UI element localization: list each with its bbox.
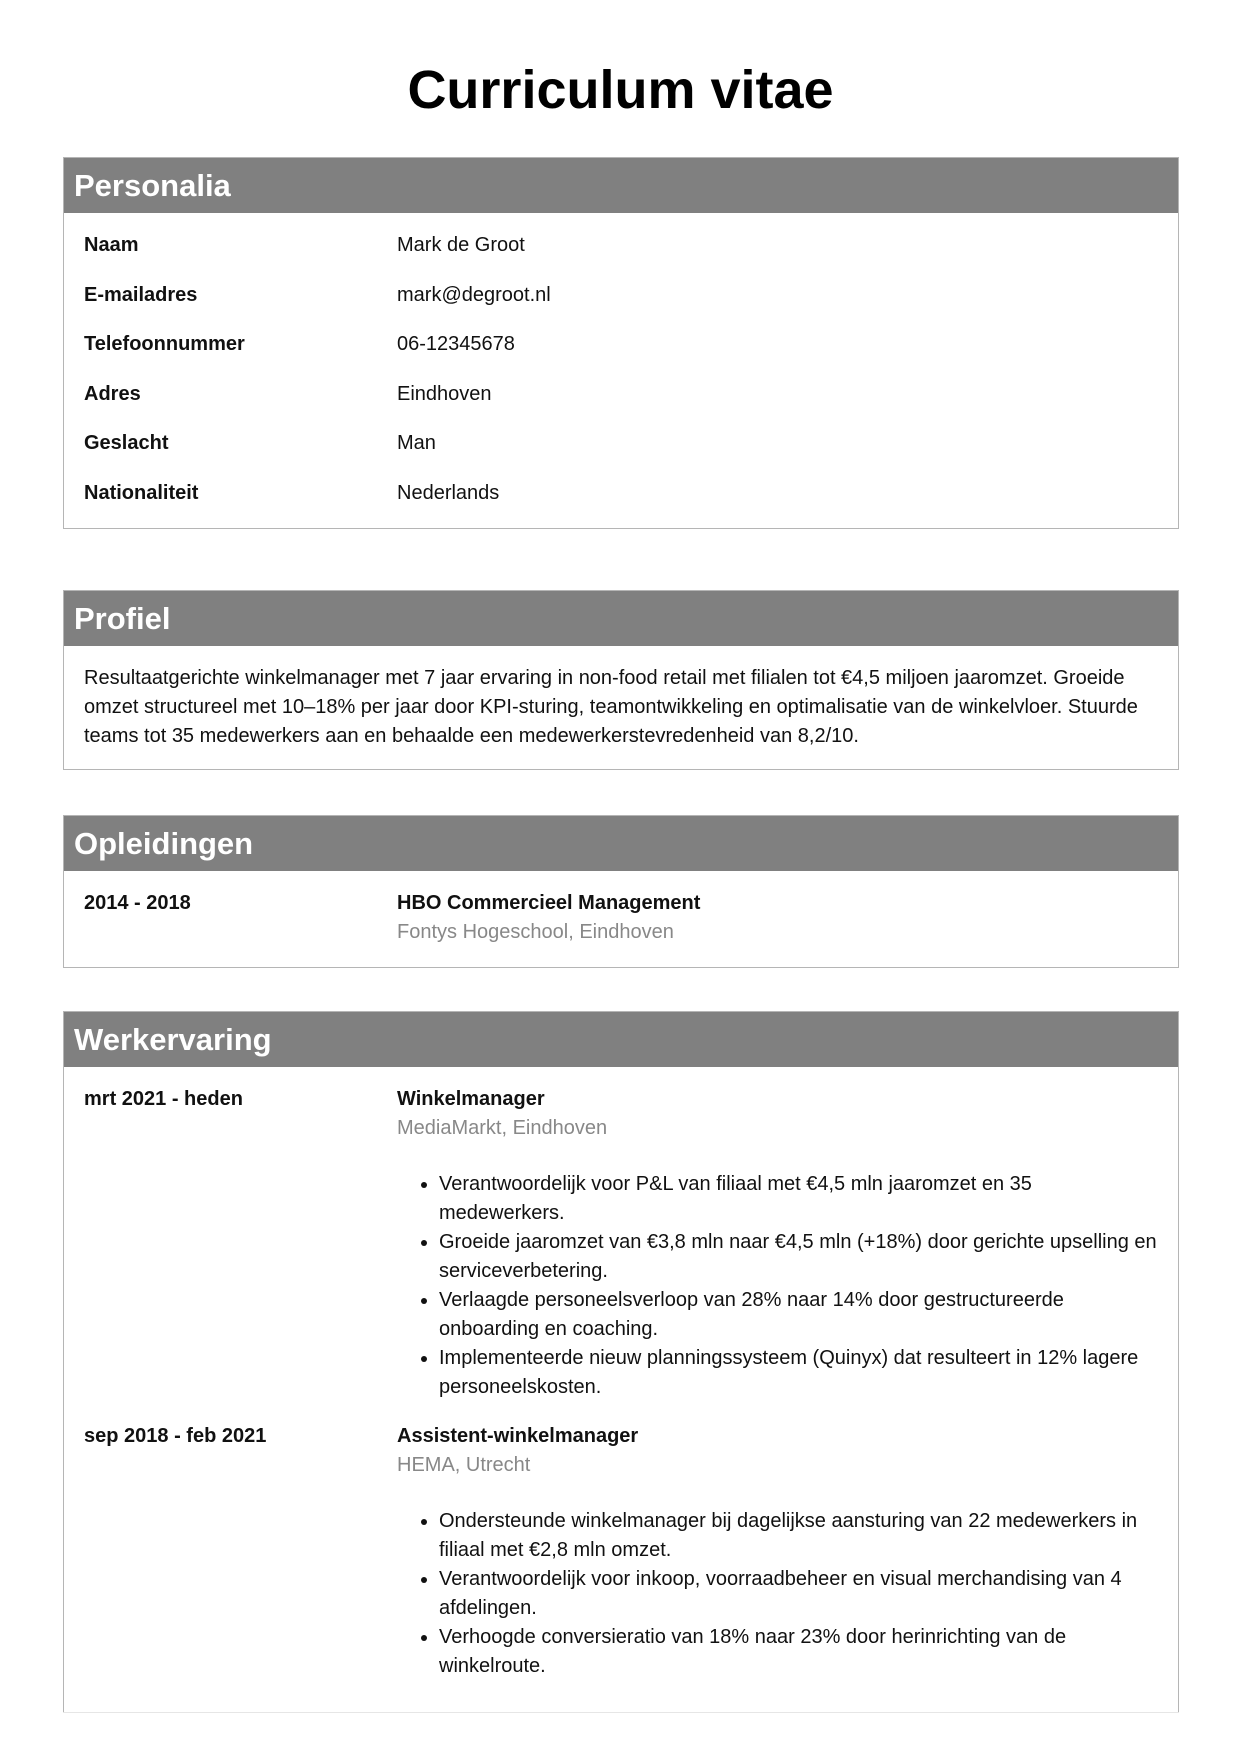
page-bottom-divider xyxy=(63,1712,1179,1713)
entry-organization: HEMA, Utrecht xyxy=(397,1454,531,1476)
personalia-row-address xyxy=(84,380,1158,409)
page-title: Curriculum vitae xyxy=(407,60,834,120)
entry-details xyxy=(397,889,1158,947)
section-heading-werkervaring: Werkervaring xyxy=(64,1012,1178,1067)
entry-details xyxy=(397,1085,1158,1402)
entry-organization: MediaMarkt, Eindhoven xyxy=(397,1117,608,1139)
personalia-body xyxy=(64,213,1178,528)
field-value: 06-12345678 xyxy=(397,333,515,355)
field-value: Nederlands xyxy=(397,481,500,504)
personalia-row-email xyxy=(84,281,1158,310)
list-item: • Verantwoordelijk voor P&L van filiaal met €4,5 mln jaaromzet en 35 medewerkers. xyxy=(439,1170,1158,1228)
entry-period: mrt 2021 - heden xyxy=(84,1088,243,1110)
field-label: E-mailadres xyxy=(84,283,198,306)
entry-bullet-list xyxy=(397,1170,1158,1402)
list-item: • Verantwoordelijk voor inkoop, voorraadbeheer en visual merchandising van 4 afdelingen. xyxy=(439,1565,1158,1623)
entry-bullet-list xyxy=(397,1507,1158,1681)
field-label: Naam xyxy=(84,234,139,256)
list-item: • Groeide jaaromzet van €3,8 mln naar €4,5 mln (+18%) door gerichte upselling en serviceverbetering. xyxy=(439,1228,1158,1286)
profiel-body xyxy=(64,646,1178,769)
personalia-row-phone xyxy=(84,330,1158,359)
entry-details xyxy=(397,1422,1158,1681)
entry-title: Assistent-winkelmanager xyxy=(397,1425,639,1447)
section-opleidingen xyxy=(63,815,1179,968)
section-profiel xyxy=(63,590,1179,770)
entry-period: 2014 - 2018 xyxy=(84,892,191,914)
field-value: Eindhoven xyxy=(397,382,492,405)
field-value: Mark de Groot xyxy=(397,234,525,256)
field-value: Man xyxy=(397,432,436,454)
profile-summary: Resultaatgerichte winkelmanager met 7 jaar ervaring in non-food retail met filialen tot €4,5 miljoen jaaromzet. Groeide omzet structureel met 10–18% per jaar door KPI-sturing, teamontwikkeling en optimalisatie van de winkelvloer. Stuurde teams tot 35 medewerkers aan en behaalde een medewerkerstevredenheid van 8,2/10. xyxy=(84,667,1138,747)
entry-period: sep 2018 - feb 2021 xyxy=(84,1425,267,1447)
list-item: • Verlaagde personeelsverloop van 28% naar 14% door gestructureerde onboarding en coaching. xyxy=(439,1286,1158,1344)
werkervaring-body xyxy=(64,1067,1178,1681)
list-item: • Verhoogde conversieratio van 18% naar 23% door herinrichting van de winkelroute. xyxy=(439,1623,1158,1681)
personalia-row-nationality xyxy=(84,479,1158,508)
field-label: Adres xyxy=(84,382,141,405)
personalia-row-gender xyxy=(84,429,1158,458)
field-label: Geslacht xyxy=(84,432,169,454)
section-werkervaring xyxy=(63,1011,1179,1712)
opleidingen-body xyxy=(64,871,1178,967)
section-personalia xyxy=(63,157,1179,529)
section-heading-profiel: Profiel xyxy=(64,591,1178,646)
list-item: • Implementeerde nieuw planningssysteem (Quinyx) dat resulteert in 12% lagere personeelskosten. xyxy=(439,1344,1158,1402)
work-entry xyxy=(84,1085,1158,1402)
entry-title: HBO Commercieel Management xyxy=(397,892,701,914)
section-heading-personalia: Personalia xyxy=(64,158,1178,213)
list-item: • Ondersteunde winkelmanager bij dagelijkse aansturing van 22 medewerkers in filiaal met €2,8 mln omzet. xyxy=(439,1507,1158,1565)
education-entry xyxy=(84,889,1158,947)
work-entry xyxy=(84,1422,1158,1681)
field-label: Nationaliteit xyxy=(84,481,199,504)
field-label: Telefoonnummer xyxy=(84,333,245,355)
entry-organization: Fontys Hogeschool, Eindhoven xyxy=(397,921,674,943)
field-value: mark@degroot.nl xyxy=(397,283,551,306)
entry-title: Winkelmanager xyxy=(397,1088,545,1110)
section-heading-opleidingen: Opleidingen xyxy=(64,816,1178,871)
personalia-row-name xyxy=(84,231,1158,260)
